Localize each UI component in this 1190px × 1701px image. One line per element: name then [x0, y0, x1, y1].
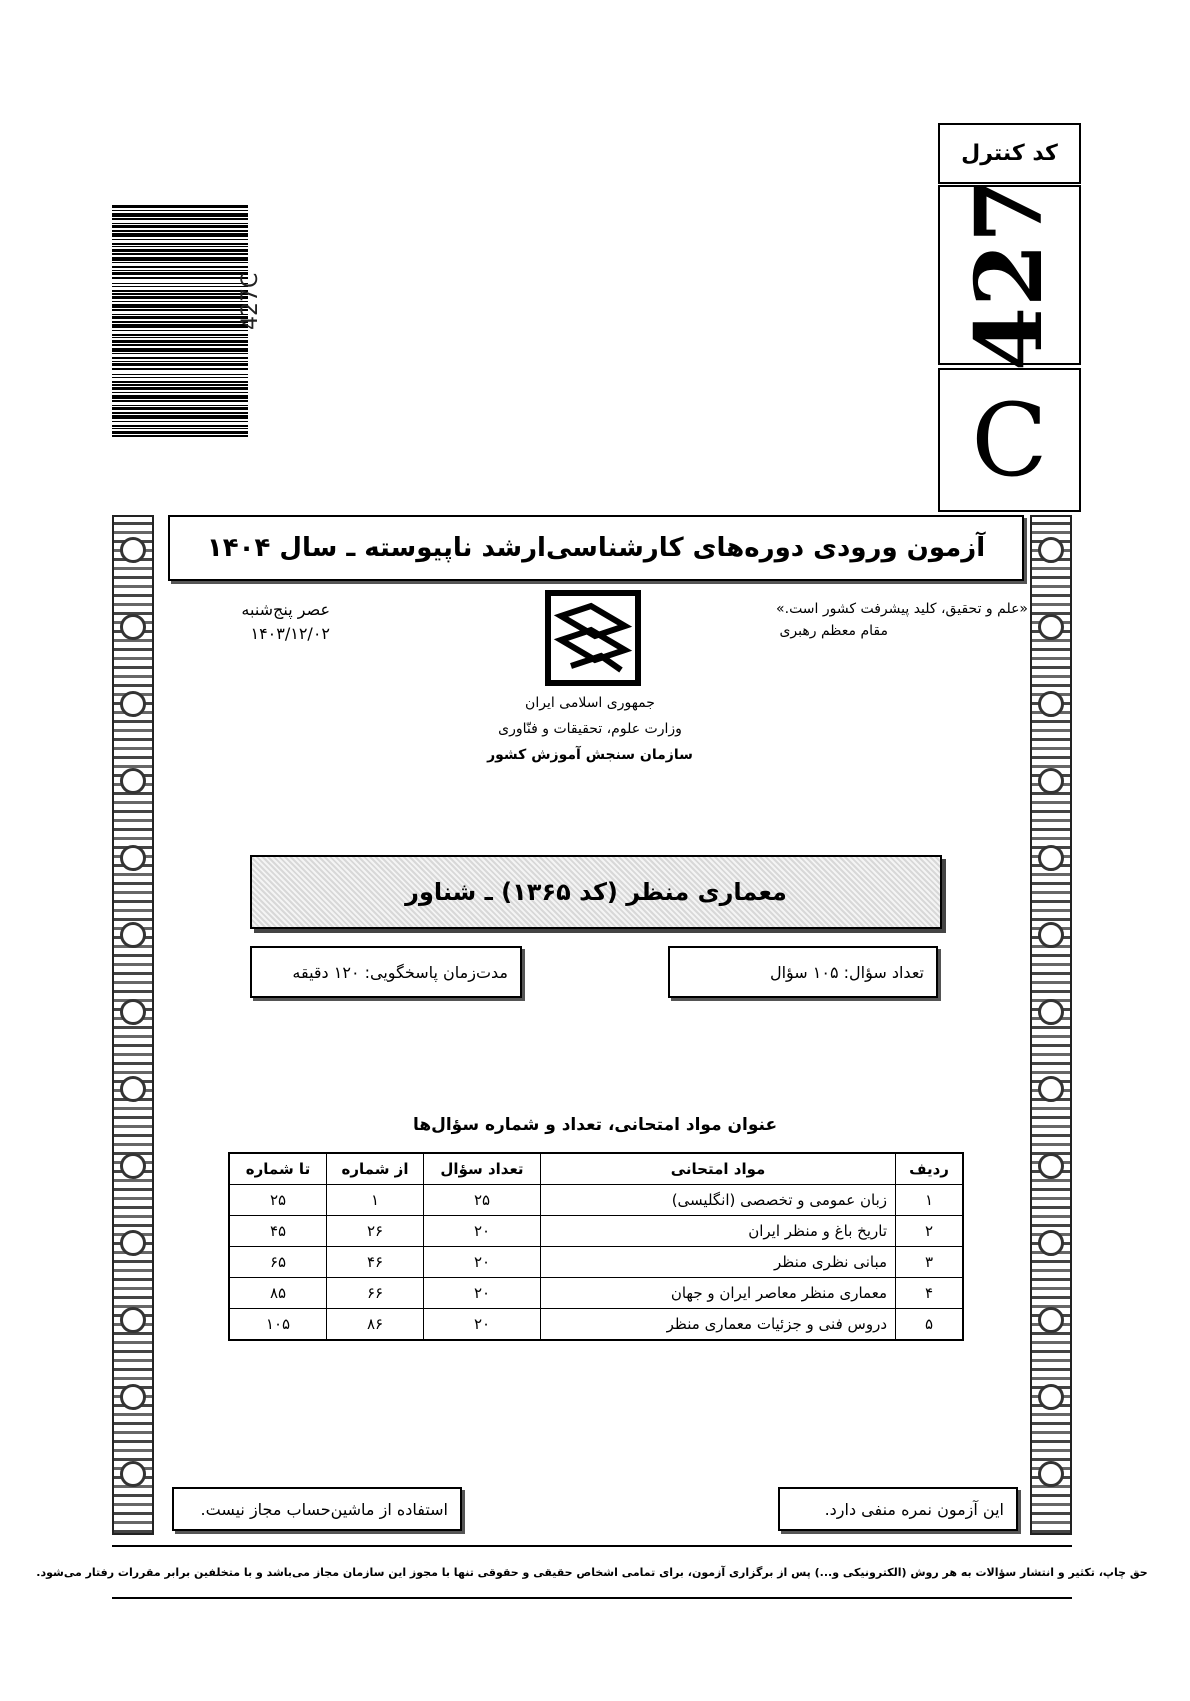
rosette-ornament [120, 691, 146, 717]
col-count: تعداد سؤال [424, 1153, 541, 1185]
barcode-bar [112, 272, 248, 275]
cell: زبان عمومی و تخصصی (انگلیسی) [541, 1185, 896, 1216]
barcode-bar [112, 368, 248, 370]
rosette-ornament [1038, 1076, 1064, 1102]
barcode-bar [112, 316, 248, 319]
barcode-bar [112, 381, 248, 383]
barcode-bar [112, 415, 248, 419]
left-border-ornament [112, 515, 154, 1535]
subjects-table [228, 1152, 964, 1341]
answer-duration: مدت‌زمان پاسخگویی: ۱۲۰ دقیقه [250, 946, 522, 998]
barcode-bar [112, 218, 248, 220]
rosette-ornament [1038, 922, 1064, 948]
rosette-ornament [1038, 999, 1064, 1025]
barcode-bar [112, 223, 248, 224]
col-to: تا شماره [229, 1153, 327, 1185]
cell: ۴ [896, 1278, 964, 1309]
copyright-footer: حق چاپ، تکثیر و انتشار سؤالات به هر روش (الکترونیکی و...) پس از برگزاری آزمون، برای تمامی اشخاص حقیقی و حقوقی تنها با مجوز این سازمان مجاز می‌باشد و با متخلفین برابر مقررات رفتار می‌شود. [112, 1545, 1072, 1599]
table-row [229, 1185, 963, 1216]
exam-session [170, 598, 330, 646]
barcode-bar [112, 384, 248, 386]
barcode-bar [112, 286, 248, 287]
barcode-bar [112, 431, 248, 434]
cell: ۲۵ [229, 1185, 327, 1216]
barcode-bar [112, 239, 248, 240]
barcode-bar [112, 262, 248, 263]
barcode-bar [112, 293, 248, 295]
rosette-ornament [1038, 537, 1064, 563]
barcode-bar [112, 387, 248, 390]
barcode-bar [112, 243, 248, 245]
control-code-number: 427 [955, 178, 1064, 372]
barcode-bar [112, 344, 248, 346]
barcode-bar [112, 361, 248, 362]
right-border-ornament [1030, 515, 1072, 1535]
barcode-bar [112, 363, 248, 366]
rosette-ornament [1038, 1461, 1064, 1487]
barcode-bar [112, 425, 248, 427]
barcode-bar [112, 357, 248, 359]
cell: ۴۶ [327, 1247, 424, 1278]
cell: ۲۰ [424, 1309, 541, 1341]
motto-author: مقام معظم رهبری [779, 623, 888, 639]
rosette-ornament [120, 1076, 146, 1102]
cell: معماری منظر معاصر ایران و جهان [541, 1278, 896, 1309]
barcode-bar [112, 296, 248, 299]
rosette-ornament [1038, 845, 1064, 871]
barcode-bar [112, 421, 248, 422]
org-line: وزارت علوم، تحقیقات و فنّاوری [498, 721, 682, 737]
table-row [229, 1278, 963, 1309]
barcode-bar [112, 435, 248, 437]
barcode-bar [112, 392, 248, 393]
table-title: عنوان مواد امتحانی، تعداد و شماره سؤال‌ها [412, 1115, 778, 1135]
barcode-bar [112, 353, 248, 354]
barcode-bar [112, 405, 248, 406]
rosette-ornament [1038, 691, 1064, 717]
rosette-ornament [120, 1384, 146, 1410]
cell: ۲۶ [327, 1216, 424, 1247]
barcode [112, 205, 248, 438]
barcode-bar [112, 309, 248, 311]
table-header-row [229, 1153, 963, 1185]
barcode-bar [112, 337, 248, 338]
cell: ۶۶ [327, 1278, 424, 1309]
barcode-bar [112, 334, 248, 336]
cell: ۳ [896, 1247, 964, 1278]
cell: ۱۰۵ [229, 1309, 327, 1341]
barcode-bar [112, 301, 248, 302]
motto [700, 598, 1028, 642]
negative-marking-notice: این آزمون نمره منفی دارد. [778, 1487, 1018, 1531]
rosette-ornament [120, 614, 146, 640]
col-subject: مواد امتحانی [541, 1153, 896, 1185]
rosette-ornament [120, 999, 146, 1025]
cell: دروس فنی و جزئیات معماری منظر [541, 1309, 896, 1341]
barcode-bar [112, 330, 248, 331]
rosette-ornament [120, 845, 146, 871]
barcode-bar [112, 324, 248, 328]
table-row [229, 1247, 963, 1278]
barcode-bar [112, 290, 248, 292]
barcode-bar [112, 270, 248, 271]
rosette-ornament [1038, 614, 1064, 640]
cell: ۲۰ [424, 1278, 541, 1309]
barcode-bar [112, 230, 248, 232]
rosette-ornament [1038, 1307, 1064, 1333]
rosette-ornament [120, 1153, 146, 1179]
barcode-label: 427C [238, 272, 263, 330]
cell: ۱ [327, 1185, 424, 1216]
col-from: از شماره [327, 1153, 424, 1185]
motto-text: «علم و تحقیق، کلید پیشرفت کشور است.» [776, 601, 1028, 617]
barcode-bar [112, 266, 248, 268]
calculator-notice: استفاده از ماشین‌حساب مجاز نیست. [172, 1487, 462, 1531]
question-count: تعداد سؤال: ۱۰۵ سؤال [668, 946, 938, 998]
rosette-ornament [120, 537, 146, 563]
cell: ۲۰ [424, 1247, 541, 1278]
exam-date: ۱۴۰۳/۱۲/۰۲ [250, 624, 330, 643]
table-row [229, 1309, 963, 1341]
barcode-bar [112, 348, 248, 352]
col-row: ردیف [896, 1153, 964, 1185]
org-line: سازمان سنجش آموزش کشور [487, 747, 693, 763]
control-code-box [938, 178, 1081, 372]
barcode-bar [112, 246, 248, 247]
rosette-ornament [1038, 1153, 1064, 1179]
rosette-ornament [120, 922, 146, 948]
barcode-bar [112, 374, 248, 375]
booklet-letter: C [938, 368, 1081, 512]
session-time: عصر پنج‌شنبه [241, 600, 330, 619]
exam-subject: معماری منظر (کد ۱۳۶۵) ـ شناور [250, 855, 942, 929]
rosette-ornament [120, 1461, 146, 1487]
barcode-bar [112, 395, 248, 399]
org-line: جمهوری اسلامی ایران [525, 695, 655, 711]
organization-names [440, 690, 740, 768]
cell: ۸۵ [229, 1278, 327, 1309]
organization-logo [545, 590, 641, 686]
cell: ۲۰ [424, 1216, 541, 1247]
barcode-bar [112, 213, 248, 217]
rosette-ornament [120, 1307, 146, 1333]
barcode-bar [112, 277, 248, 279]
rosette-ornament [120, 768, 146, 794]
barcode-bar [112, 407, 248, 410]
cell: مبانی نظری منظر [541, 1247, 896, 1278]
table-row [229, 1216, 963, 1247]
barcode-bar [112, 253, 248, 255]
cell: ۲۵ [424, 1185, 541, 1216]
cell: ۲ [896, 1216, 964, 1247]
cell: ۸۶ [327, 1309, 424, 1341]
barcode-bar [112, 210, 248, 211]
barcode-bar [112, 412, 248, 414]
barcode-bar [112, 205, 248, 208]
barcode-bar [112, 314, 248, 315]
rosette-ornament [1038, 1230, 1064, 1256]
rosette-ornament [120, 1230, 146, 1256]
cell: ۴۵ [229, 1216, 327, 1247]
barcode-bar [112, 249, 248, 252]
cell: تاریخ باغ و منظر ایران [541, 1216, 896, 1247]
barcode-bar [112, 321, 248, 323]
barcode-bar [112, 400, 248, 402]
barcode-bar [112, 377, 248, 378]
cell: ۵ [896, 1309, 964, 1341]
barcode-bar [112, 304, 248, 308]
barcode-bar [112, 225, 248, 228]
barcode-bar [112, 340, 248, 343]
barcode-bar [112, 428, 248, 429]
control-code-label: کد کنترل [938, 123, 1081, 184]
cell: ۱ [896, 1185, 964, 1216]
rosette-ornament [1038, 768, 1064, 794]
rosette-ornament [1038, 1384, 1064, 1410]
cell: ۶۵ [229, 1247, 327, 1278]
barcode-bar [112, 257, 248, 261]
barcode-bar [112, 283, 248, 284]
barcode-bar [112, 233, 248, 237]
exam-title: آزمون ورودی دوره‌های کارشناسی‌ارشد ناپیوسته ـ سال ۱۴۰۴ [168, 515, 1024, 581]
